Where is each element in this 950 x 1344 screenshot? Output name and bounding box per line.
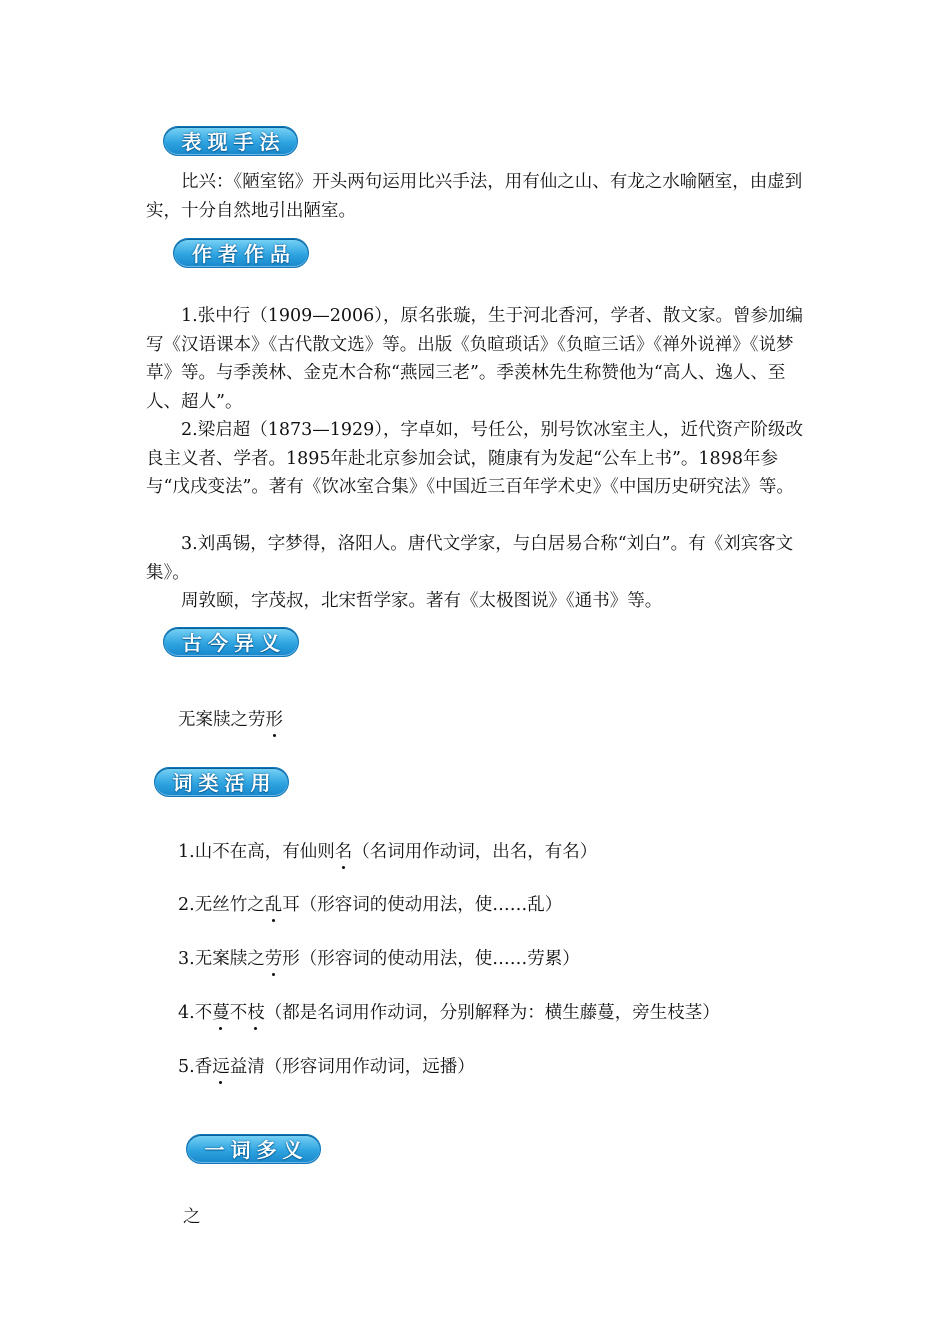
emphasis-char: 枝 [247,999,265,1024]
section-badge-ancient-modern: 古今异义 [163,627,299,657]
emphasis-char: 劳 [265,945,283,970]
emphasis-char: 蔓 [212,999,230,1024]
emphasis-char: 形 [266,706,284,731]
author-paragraph-2: 2.梁启超（1873—1929），字卓如，号任公，别号饮冰室主人，近代资产阶级改良主义者、学者。1895年赴北京参加会试，随康有为发起“公车上书”。1898年参与“戊戌变法”。著有《饮冰室合集》《中国近三百年学术史》《中国历史研究法》等。 [146,420,804,497]
emphasis-char: 远 [212,1053,230,1078]
polysemy-item: 之 [183,1207,201,1227]
word-class-item-3: 3.无案牍之劳形（形容词的使动用法，使……劳累） [178,945,580,970]
emphasis-char: 名 [335,838,353,863]
word-class-item-2: 2.无丝竹之乱耳（形容词的使动用法，使……乱） [178,891,562,916]
author-paragraph-3: 3.刘禹锡，字梦得，洛阳人。唐代文学家，与白居易合称“刘白”。有《刘宾客文集》。 [146,534,794,583]
word-class-item-5: 5.香远益清（形容词用作动词，远播） [178,1053,475,1078]
expression-text: 比兴：《陋室铭》开头两句运用比兴手法，用有仙之山、有龙之水喻陋室，由虚到实，十分自然地引出陋室。 [146,172,803,221]
section-badge-expression: 表现手法 [163,126,298,156]
ancient-modern-item: 无案牍之劳形 [178,706,283,731]
section-badge-author: 作者作品 [173,238,309,268]
author-paragraph-1: 1.张中行（1909—2006），原名张璇，生于河北香河，学者、散文家。曾参加编写《汉语课本》《古代散文选》等。出版《负暄琐话》《负暄三话》《禅外说禅》《说梦草》等。与季羡林、金克木合称“燕园三老”。季羡林先生称赞他为“高人、逸人、至人、超人”。 [146,306,804,412]
section-badge-polysemy: 一词多义 [186,1134,321,1164]
word-class-item-1: 1.山不在高，有仙则名（名词用作动词，出名，有名） [178,838,597,863]
section-badge-word-class: 词类活用 [154,767,289,797]
emphasis-char: 乱 [265,891,283,916]
word-class-item-4: 4.不蔓不枝（都是名词用作动词，分别解释为：横生藤蔓，旁生枝茎） [178,999,720,1024]
author-paragraph-4: 周敦颐，字茂叔，北宋哲学家。著有《太极图说》《通书》等。 [181,591,663,611]
